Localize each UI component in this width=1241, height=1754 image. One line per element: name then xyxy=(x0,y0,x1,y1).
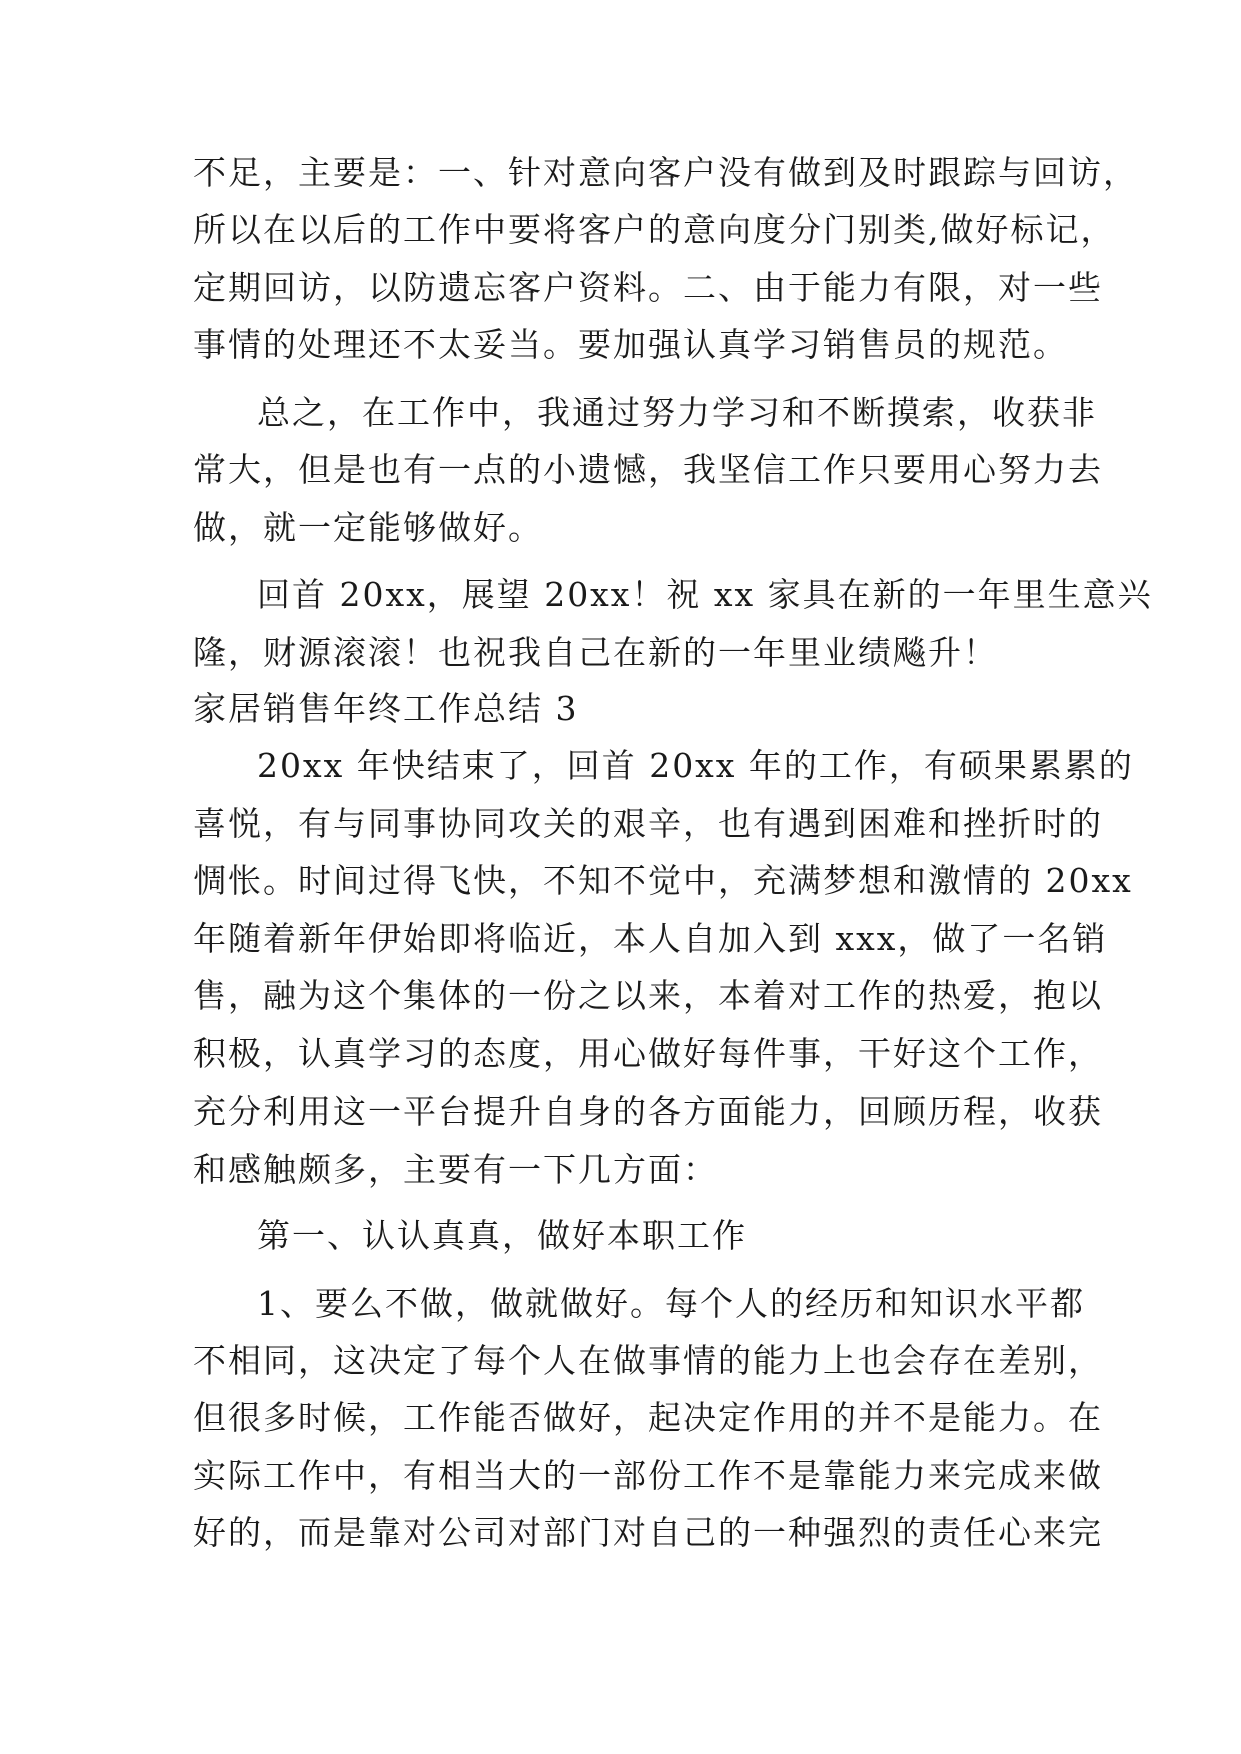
text-line: 和感触颇多，主要有一下几方面： xyxy=(193,1150,718,1189)
text-line: 事情的处理还不太妥当。要加强认真学习销售员的规范。 xyxy=(193,325,1068,364)
text-line: 实际工作中，有相当大的一部份工作不是靠能力来完成来做 xyxy=(193,1456,1103,1495)
text-line: 总之，在工作中，我通过努力学习和不断摸索，收获非 xyxy=(257,393,1097,432)
text-line: 年随着新年伊始即将临近，本人自加入到 xxx，做了一名销 xyxy=(193,919,1108,958)
text-line: 充分利用这一平台提升自身的各方面能力，回顾历程，收获 xyxy=(193,1092,1103,1131)
text-line: 定期回访，以防遗忘客户资料。二、由于能力有限，对一些 xyxy=(193,268,1103,307)
text-line: 常大，但是也有一点的小遗憾，我坚信工作只要用心努力去 xyxy=(193,450,1103,489)
section-heading: 家居销售年终工作总结 3 xyxy=(193,689,579,728)
subheading: 第一、认认真真，做好本职工作 xyxy=(257,1216,747,1255)
text-line: 1、要么不做，做就做好。每个人的经历和知识水平都 xyxy=(257,1284,1085,1323)
text-line: 好的，而是靠对公司对部门对自己的一种强烈的责任心来完 xyxy=(193,1513,1103,1552)
text-line: 不相同，这决定了每个人在做事情的能力上也会存在差别， xyxy=(193,1341,1103,1380)
text-line: 但很多时候，工作能否做好，起决定作用的并不是能力。在 xyxy=(193,1398,1103,1437)
text-line: 做，就一定能够做好。 xyxy=(193,508,543,547)
text-line: 喜悦，有与同事协同攻关的艰辛，也有遇到困难和挫折时的 xyxy=(193,804,1103,843)
text-line: 所以在以后的工作中要将客户的意向度分门别类,做好标记， xyxy=(193,210,1116,249)
text-line: 隆，财源滚滚！也祝我自己在新的一年里业绩飚升！ xyxy=(193,633,998,672)
text-line: 售，融为这个集体的一份之以来，本着对工作的热爱，抱以 xyxy=(193,976,1103,1015)
text-line: 积极，认真学习的态度，用心做好每件事，干好这个工作， xyxy=(193,1034,1103,1073)
text-line: 回首 20xx，展望 20xx！祝 xx 家具在新的一年里生意兴 xyxy=(257,575,1153,614)
text-line: 不足，主要是：一、针对意向客户没有做到及时跟踪与回访， xyxy=(193,153,1138,192)
text-line: 20xx 年快结束了，回首 20xx 年的工作，有硕果累累的 xyxy=(257,746,1134,785)
text-line: 惆怅。时间过得飞快，不知不觉中，充满梦想和激情的 20xx xyxy=(193,861,1133,900)
